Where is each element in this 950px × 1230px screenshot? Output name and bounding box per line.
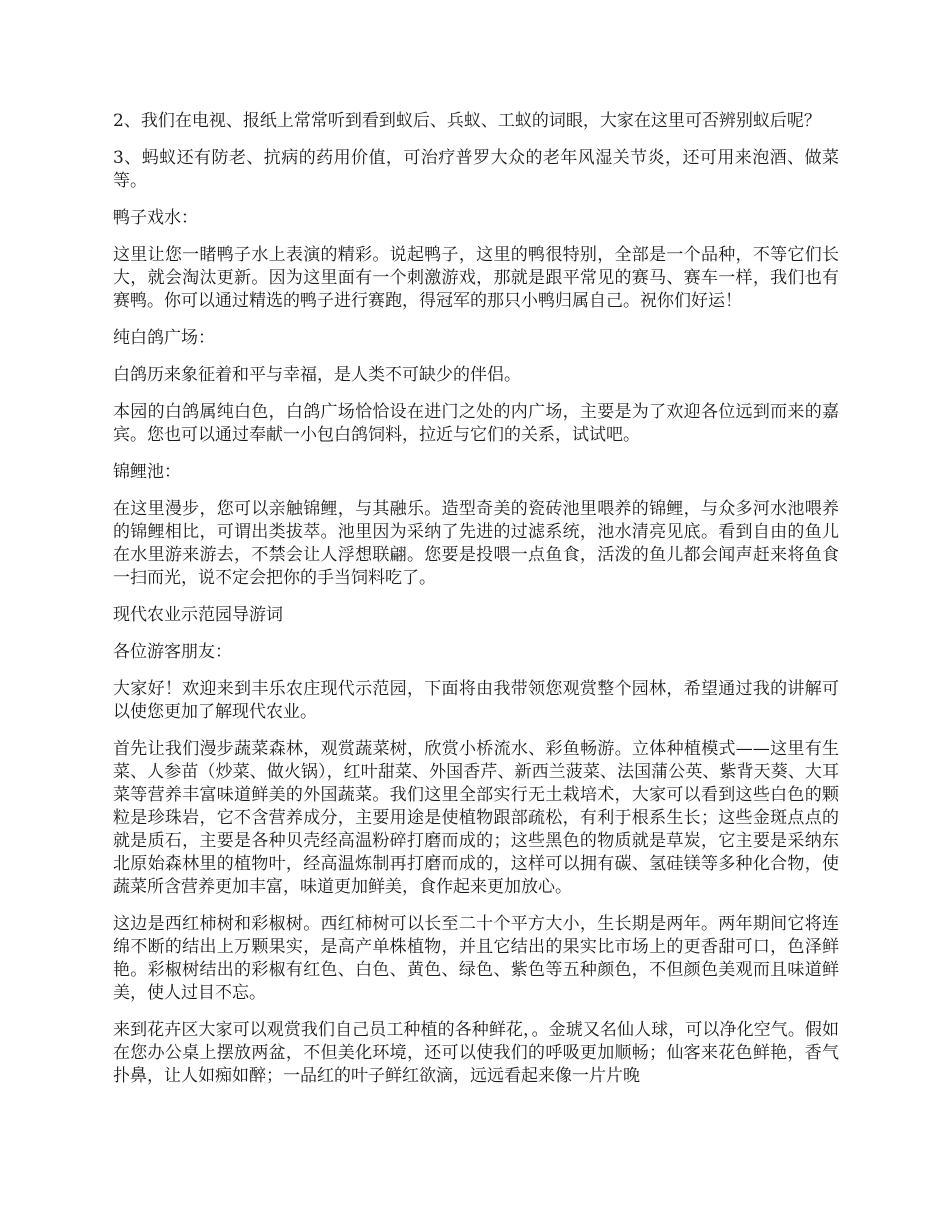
paragraph-flower-area: 来到花卉区大家可以观赏我们自己员工种植的各种鲜花，。金琥又名仙人球，可以净化空气。假如在您办公桌上摆放两盆，不但美化环境，还可以使我们的呼吸更加顺畅；仙客来花色鲜艳，香气扑鼻，让人如痴如醉；一品红的叶子鲜红欲滴，远远看起来像一片片晚 — [113, 1020, 839, 1086]
paragraph-vegetable-forest: 首先让我们漫步蔬菜森林，观赏蔬菜树，欣赏小桥流水、彩鱼畅游。立体种植模式——这里有生菜、人参苗（炒菜、做火锅），红叶甜菜、外国香芹、新西兰菠菜、法国蒲公英、紫背天葵、大耳菜等营养丰富味道鲜美的外国蔬菜。我们这里全部实行无土栽培术，大家可以看到这些白色的颗粒是珍珠岩，它不含营养成分，主要用途是使植物跟部疏松，有利于根系生长；这些金斑点点的就是质石，主要是各种贝壳经高温粉碎打磨而成的；这些黑色的物质就是草炭，它主要是采纳东北原始森林里的植物叶，经高温炼制再打磨而成的，这样可以拥有碳、氢硅镁等多种化合物，使蔬菜所含营养更加丰富，味道更加鲜美，食作起来更加放心。 — [113, 739, 839, 897]
paragraph-tomato-pepper-trees: 这边是西红柿树和彩椒树。西红柿树可以长至二十个平方大小，生长期是两年。两年期间它将连绵不断的结出上万颗果实，是高产单株植物，并且它结出的果实比市场上的更香甜可口，色泽鲜艳。彩椒树结出的彩椒有红色、白色、黄色、绿色、紫色等五种颜色，不但颜色美观而且味道鲜美，使人过目不忘。 — [113, 914, 839, 1003]
paragraph-duck-racing: 这里让您一睹鸭子水上表演的精彩。说起鸭子，这里的鸭很特别，全部是一个品种，不等它们长大，就会淘汰更新。因为这里面有一个刺激游戏，那就是跟平常见的赛马、赛车一样，我们也有赛鸭。你可以通过精选的鸭子进行赛跑，得冠军的那只小鸭归属自己。祝你们好运！ — [113, 245, 839, 311]
paragraph-dove-square-detail: 本园的白鸽属纯白色，白鸽广场恰恰设在进门之处的内广场，主要是为了欢迎各位远到而来的嘉宾。您也可以通过奉献一小包白鸽饲料，拉近与它们的关系，试试吧。 — [113, 402, 839, 445]
paragraph-dove-symbol: 白鸽历来象征着和平与幸福，是人类不可缺少的伴侣。 — [113, 365, 521, 385]
paragraph-ant-medicinal-value: 3、蚂蚁还有防老、抗病的药用价值，可治疗普罗大众的老年风湿关节炎，还可用来泡酒、做菜等。 — [113, 148, 839, 191]
section-title-agriculture-park: 现代农业示范园导游词 — [113, 605, 283, 625]
section-heading-koi-pond: 锦鲤池： — [113, 462, 181, 482]
paragraph-koi-pond: 在这里漫步，您可以亲触锦鲤，与其融乐。造型奇美的瓷砖池里喂养的锦鲤，与众多河水池喂养的锦鲤相比，可谓出类拔萃。池里因为采纳了先进的过滤系统，池水清亮见底。看到自由的鱼儿在水里游来游去，不禁会让人浮想联翩。您要是投喂一点鱼食，活泼的鱼儿都会闻声赶来将鱼食一扫而光，说不定会把你的手当饲料吃了。 — [113, 499, 839, 588]
section-heading-duck: 鸭子戏水： — [113, 208, 198, 228]
section-heading-dove-square: 纯白鸽广场： — [113, 328, 215, 348]
paragraph-welcome: 大家好！欢迎来到丰乐农庄现代示范园，下面将由我带领您观赏整个园林，希望通过我的讲解可以使您更加了解现代农业。 — [113, 679, 839, 722]
document-page — [113, 110, 839, 1102]
paragraph-ant-queen-question: 2、我们在电视、报纸上常常听到看到蚁后、兵蚁、工蚁的词眼，大家在这里可否辨别蚁后呢？ — [113, 111, 821, 131]
greeting-visitors: 各位游客朋友： — [113, 642, 232, 662]
